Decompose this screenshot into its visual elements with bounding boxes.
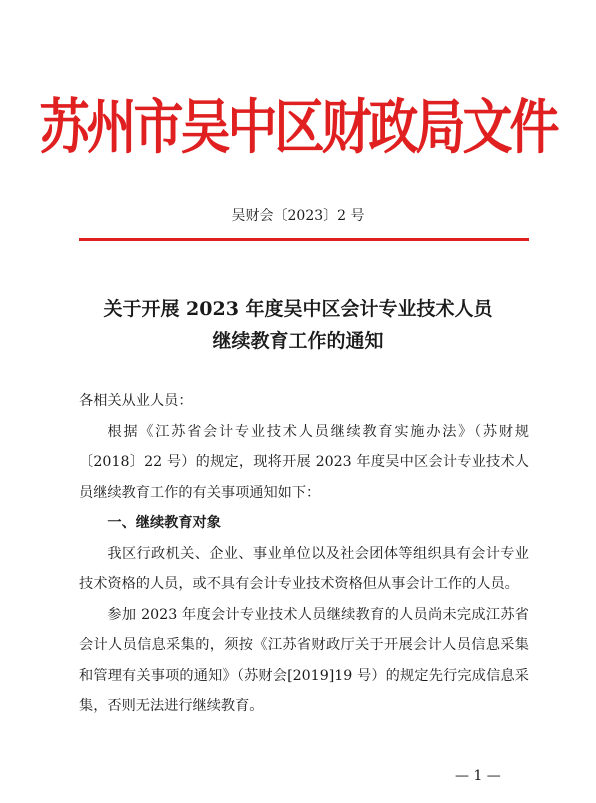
notice-body [79, 386, 529, 722]
paragraph-info-collection: 参加 2023 年度会计专业技术人员继续教育的人员尚未完成江苏省会计人员信息采集的，须按《江苏省财政厅关于开展会计人员信息采集和管理有关事项的通知》（苏财会[2019]19 号）的规定先行完成信息采集，否则无法进行继续教育。 [79, 606, 529, 714]
notice-title-line-1: 关于开展 2023 年度吴中区会计专业技术人员 [103, 298, 493, 320]
document-number: 吴财会〔2023〕2 号 [231, 208, 365, 224]
salutation: 各相关从业人员： [79, 393, 193, 409]
notice-title-line-2: 继续教育工作的通知 [212, 330, 384, 352]
paragraph-target-staff: 我区行政机关、企业、事业单位以及社会团体等组织具有会计专业技术资格的人员，或不具有会计专业技术资格但从事会计工作的人员。 [79, 545, 529, 592]
masthead-title: 苏州市吴中区财政局文件 [39, 91, 557, 162]
section-heading-1: 一、继续教育对象 [107, 515, 221, 531]
red-divider-line [79, 238, 529, 241]
paragraph-basis: 根据《江苏省会计专业技术人员继续教育实施办法》（苏财规〔2018〕22 号）的规定，现将开展 2023 年度吴中区会计专业技术人员继续教育工作的有关事项通知如下： [79, 423, 529, 501]
notice-title [0, 293, 596, 357]
page-number: — 1 — [455, 768, 501, 784]
